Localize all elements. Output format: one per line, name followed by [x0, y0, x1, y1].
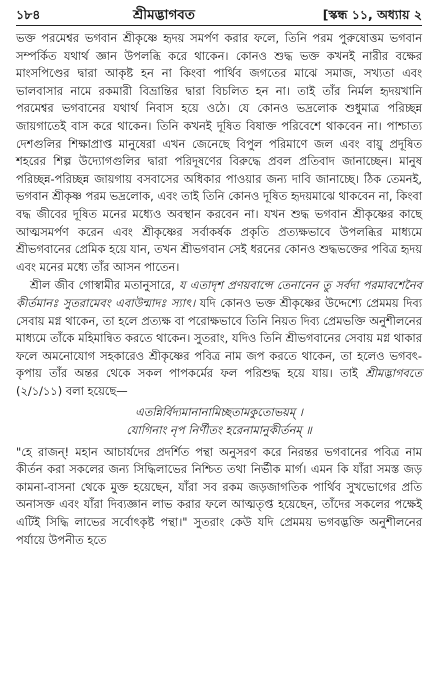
- verse-line-1: এতন্নির্বিদ্যমানানামিচ্ছতামকুতোভয়ম্ ।: [135, 405, 303, 420]
- page-header: [16, 4, 422, 22]
- reference-tail: (২/১/১১) বলা হয়েছে—: [16, 383, 128, 398]
- book-title: শ্রীমদ্ভাগবত: [133, 7, 195, 23]
- paragraph-2-body: যদি কোনও ভক্ত শ্রীকৃষ্ণের উদ্দেশ্যে প্রেমময় দিব্য সেবায় মগ্ন থাকেন, তা হলে প্রত্যক্ষ বা পরোক্ষভাবে তিনি নিয়ত দিব্য প্রেমভক্তি অনুশীলনের মাধ্যমে তাঁকে মহিমান্বিত করতে থাকেন। সুতরাং, যদিও তিনি শ্রীভগবানের সেবায় মগ্ন থাকার ফলে অমনোযোগ সহকারেও শ্রীকৃষ্ণের পবিত্র নাম জপ করতে থাকেন, তা হলেও ভগবৎ-কৃপায় তাঁর অন্তর থেকে সকল পাপকর্মের ফল পরিশুদ্ধ হয়ে যায়। তাই: [16, 295, 422, 381]
- verse-line-2: যোগিনাং নৃপ নির্ণীতং হরেনামানুকীর্তনম্ ॥: [126, 423, 312, 438]
- paragraph-2: [16, 277, 422, 400]
- scripture-reference: শ্রীমদ্ভাগবতে: [365, 366, 422, 381]
- page-body: [16, 30, 422, 549]
- paragraph-2-intro: শ্রীল জীব গোস্বামীর মতানুসারে,: [30, 278, 179, 293]
- paragraph-1: ভক্ত পরমেশ্বর ভগবান শ্রীকৃষ্ণে হৃদয় সমর্পণ করার ফলে, তিনি পরম পুরুষোত্তম ভগবান সম্পর্কিত যথার্থ জ্ঞান উপলব্ধি করে থাকেন। কোনও শুদ্ধ ভক্ত কখনই নারীর বক্ষের মাংসপিণ্ডের দ্বারা আকৃষ্ট হন না কিংবা পার্থিব জগতের মাঝে সমাজ, সখ্যতা এবং ভালবাসার নামে রকমারী বিভ্রান্তির দ্বারা বিচলিত হন না। তাই তাঁর নির্মল হৃদয়খানি পরমেশ্বর ভগবানের যথার্থ নিবাস হয়ে ওঠে। যে কোনও ভদ্রলোক শুধুমাত্র পরিচ্ছন্ন জায়গাতেই বাস করে থাকেন। তিনি কখনই দূষিত বিষাক্ত পরিবেশে থাকবেন না। পাশ্চাত্য দেশগুলির শিক্ষাপ্রাপ্ত মানুষেরা এখন জেনেছে বিপুল পরিমাণে জল এবং বায়ু প্রদূষিত শহরের শিল্প উদ্যোগগুলির দ্বারা পরিদূষণের বিরুদ্ধে প্রবল প্রতিবাদ জানাচ্ছেন। মানুষ পরিচ্ছন্ন-পরিচ্ছন্ন জায়গায় বসবাসের অধিকার পাওয়ার জন্য দাবি জানাচ্ছে। ঠিক তেমনই, ভগবান শ্রীকৃষ্ণ পরম ভদ্রলোক, এবং তাই তিনি কোনও দূষিত হৃদয়মাঝে থাকবেন না, কিংবা বদ্ধ জীবের দূষিত মনের মধ্যেও অবস্থান করবেন না। যখন শুদ্ধ ভগবান শ্রীকৃষ্ণের কাছে আত্মসমর্পণ করেন এবং শ্রীকৃষ্ণের সর্বাকর্ষক প্রকৃতি প্রত্যক্ষভাবে উপলব্ধির মাধ্যমে শ্রীভগবানের প্রেমিক হয়ে যান, তখন শ্রীভগবান সেই ধরনের কোনও শুদ্ধভক্তের পবিত্র হৃদয় এবং মনের মধ্যে তাঁর আসন পাতেন।: [16, 31, 422, 274]
- verse-block: [16, 404, 422, 439]
- section-label: [স্কন্ধ ১১, অধ্যায় ২: [322, 7, 422, 22]
- page-number: ১৮৪: [16, 7, 41, 22]
- sanskrit-quote: য এতাদৃশ প্রণয়বান্সে তেনানেন তু সর্বদা পরমাবশেনৈব কীর্তমানঃ সুতরামেবং এবাউন্মাদঃ স্যাৎ।: [16, 278, 422, 310]
- verse-translation: "হে রাজন্! মহান আচার্যদের প্রদর্শিত পন্থা অনুসরণ করে নিরন্তর ভগবানের পবিত্র নাম কীর্তন করা সকলের জন্য সিদ্ধিলাভের নিশ্চিত তথা নির্ভীক মার্গ। এমন কি যাঁরা সমস্ত জড় কামনা-বাসনা থেকে মুক্ত হয়েছেন, যাঁরা সব রকম জড়জাগতিক পার্থিব সুখভোগের প্রতি অনাসক্ত এবং যাঁরা দিব্যজ্ঞান লাভ করার ফলে আত্মতৃপ্ত হয়েছেন, তাঁদের সকলের পক্ষেই এটিই সিদ্ধি লাভের সর্বোৎকৃষ্ট পন্থা।" সুতরাং কেউ যদি প্রেমময় ভগবদ্ভক্তি অনুশীলনের পর্যায়ে উপনীত হতে: [16, 444, 422, 547]
